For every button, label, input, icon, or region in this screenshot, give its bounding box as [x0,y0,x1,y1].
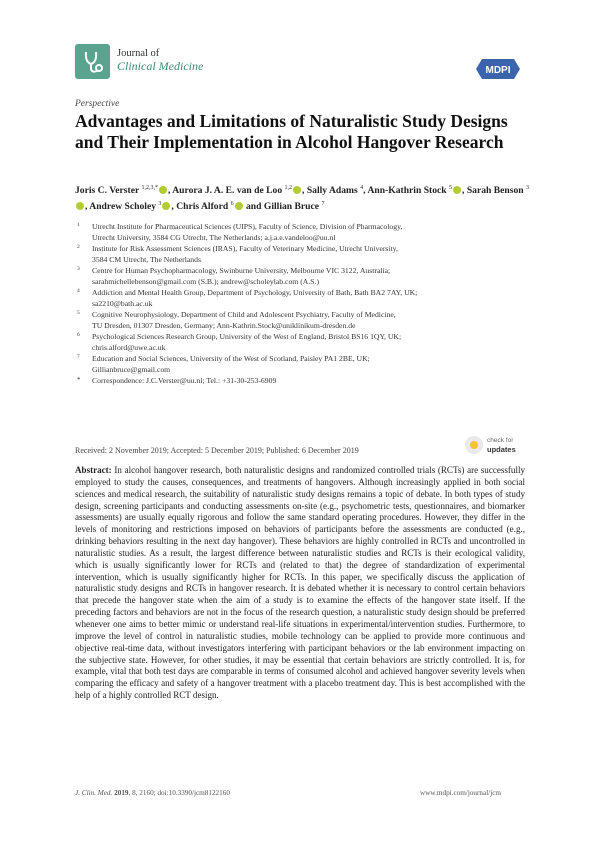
affiliation-number: 2 [77,244,80,250]
affiliation-list [75,221,535,386]
journal-name [117,47,203,73]
orcid-icon[interactable] [159,186,167,194]
footer-citation [75,789,230,797]
check-for-updates-badge[interactable] [465,434,525,458]
article-type: Perspective [75,99,120,109]
footer-journal-abbr: J. Clin. Med. [75,789,113,797]
affiliation-item [75,331,535,353]
footer-year: 2019 [114,789,129,797]
author-name: Ann-Kathrin Stock [367,185,447,196]
affiliation-line: Cognitive Neurophysiology, Department of Child and Adolescent Psychiatry, Faculty of Medicine, [92,310,396,319]
author-separator: , [167,185,173,196]
affiliation-number: 7 [77,354,80,360]
affiliation-number: 3 [77,266,80,272]
affiliation-line: Psychological Sciences Research Group, University of the West of England, Bristol BS16 1QY, UK; [92,332,402,341]
author-name: Gillian Bruce [263,201,320,212]
orcid-icon[interactable] [293,186,301,194]
author-affiliation-marker: 3 [158,200,162,207]
journal-name-line2: Clinical Medicine [117,59,204,73]
orcid-icon[interactable] [162,202,170,210]
affiliation-line: sarahmichellebenson@gmail.com (S.B.); andrew@scholeylab.com (A.S.) [92,277,320,286]
author-affiliation-marker: 7 [321,200,325,207]
affiliation-item [75,221,535,243]
author-name: Andrew Scholey [89,201,156,212]
affiliation-item [75,309,535,331]
journal-logo-icon [75,44,110,79]
affiliation-number: 5 [77,310,80,316]
author-name: Sarah Benson [466,185,524,196]
author-affiliation-marker: 3 [526,184,530,191]
author-name: Chris Alford [176,201,229,212]
publication-dates: Received: 2 November 2019; Accepted: 5 December 2019; Published: 6 December 2019 [75,446,359,455]
abstract-label: Abstract: [75,465,112,475]
update-badge-line2: updates [487,445,516,454]
journal-name-line1: Journal of [117,48,160,59]
orcid-icon[interactable] [453,186,461,194]
affiliation-line: chris.alford@uwe.ac.uk [92,343,166,352]
author-name: Aurora J. A. E. van de Loo [172,185,283,196]
abstract-text: In alcohol hangover research, both naturalistic designs and randomized controlled trials (RCTs) are successfully employed to study the causes, consequences, and treatments of hangovers. Although increasingly applied in both social sciences and medical research, the suitability of naturalistic study designs remains a topic of debate. In both types of study design, screening participants and conducting assessments on-site (e.g., psychometric tests, questionnaires, and biomarker assessments) are usually equally rigorous and follow the same standard operating procedures. However, they differ in the levels of monitoring and restrictions imposed on behaviors of participants before the assessments are conducted (e.g., drinking behaviors resulting in the next day hangover). These behaviors are highly controlled in RCTs and uncontrolled in naturalistic studies. As a result, the largest difference between naturalistic studies and RCTs is their ecological validity, which is usually significantly lower for RCTs and (related to that) the degree of standardization of experimental intervention, which is usually significantly higher for RCTs. In this paper, we specifically discuss the application of naturalistic study designs and RCTs in hangover research. It is debated whether it is necessary to control certain behaviors that precede the hangover state when the aim of a study is to examine the effects of the hangover state itself. If the preceding factors and behaviors are not in the focus of the research question, a naturalistic study design should be preferred whenever one aims to better mimic or understand real-life situations in experimental/intervention studies. Furthermore, to improve the level of control in naturalistic studies, mobile technology can be applied to provide more continuous and objective real-time data, without investigators interfering with participant behaviors or the lab environment impacting on the subjective state. However, for other studies, it may be essential that certain behaviors are strictly controlled. It is, for example, vital that both test days are comparable in terms of consumed alcohol and achieved hangover severity levels when comparing the efficacy and safety of a hangover treatment with a placebo treatment day. This is best accomplished with the help of a highly controlled RCT design. [75,465,525,701]
affiliation-line: TU Dresden, 01307 Dresden, Germany; Ann-Kathrin.Stock@uniklinikum-dresden.de [92,321,356,330]
article-title: Advantages and Limitations of Naturalistic Study Designs and Their Implementation in Alcohol Hangover Research [75,111,508,152]
affiliation-line: Gillianbruce@gmail.com [92,365,171,374]
author-name: Joris C. Verster [75,185,140,196]
orcid-icon[interactable] [76,202,84,210]
author-affiliation-marker: 6 [230,200,234,207]
affiliation-item [75,243,535,265]
author-separator: and [243,201,264,212]
footer-url[interactable]: www.mdpi.com/journal/jcm [420,789,501,797]
author-separator: , [171,201,177,212]
affiliation-number: 1 [77,222,80,228]
correspondence [75,375,535,386]
affiliation-number: 6 [77,332,80,338]
affiliation-item [75,353,535,375]
affiliation-line: Education and Social Sciences, University of the West of Scotland, Paisley PA1 2BE, UK; [92,354,370,363]
author-separator: , [85,201,90,212]
author-separator: , [462,185,467,196]
affiliation-item [75,287,535,309]
affiliation-line: sa2210@bath.ac.uk [92,299,153,308]
affiliation-line: Utrecht Institute for Pharmaceutical Sciences (UIPS), Faculty of Science, Division of Pharmacology, [92,222,403,231]
author-name: Sally Adams [306,185,358,196]
publisher-name: MDPI [485,65,511,76]
author-affiliation-marker: 5 [449,184,453,191]
author-affiliation-marker: 1,2 [284,184,293,191]
author-separator: , [363,185,368,196]
affiliation-line: 3584 CM Utrecht, The Netherlands [92,255,201,264]
update-badge-icon [465,436,483,454]
affiliation-line: Addiction and Mental Health Group, Department of Psychology, University of Bath, Bath BA2 7AY, UK; [92,288,418,297]
affiliation-number: 4 [77,288,80,294]
correspondence-text: Correspondence: J.C.Verster@uu.nl; Tel.: +31-30-253-6909 [92,376,277,385]
affiliation-line: Utrecht University, 3584 CG Utrecht, The Netherlands; a.j.a.e.vandeloo@uu.nl [92,233,336,242]
abstract [75,465,525,702]
author-separator: , [302,185,307,196]
affiliation-line: Centre for Human Psychopharmacology, Swinburne University, Melbourne VIC 3122, Australia; [92,266,391,275]
author-list [75,183,535,215]
affiliation-item [75,265,535,287]
update-badge-line1: check for [487,437,514,444]
author-affiliation-marker: 1,2,3,* [141,184,158,191]
affiliation-line: Institute for Risk Assessment Sciences (IRAS), Faculty of Veterinary Medicine, Utrecht University, [92,244,398,253]
footer-citation-rest: , 8, 2160; doi:10.3390/jcm8122160 [128,789,230,797]
orcid-icon[interactable] [235,202,243,210]
author-affiliation-marker: 4 [360,184,364,191]
correspondence-marker: * [77,376,81,384]
publisher-logo-icon [476,58,520,80]
